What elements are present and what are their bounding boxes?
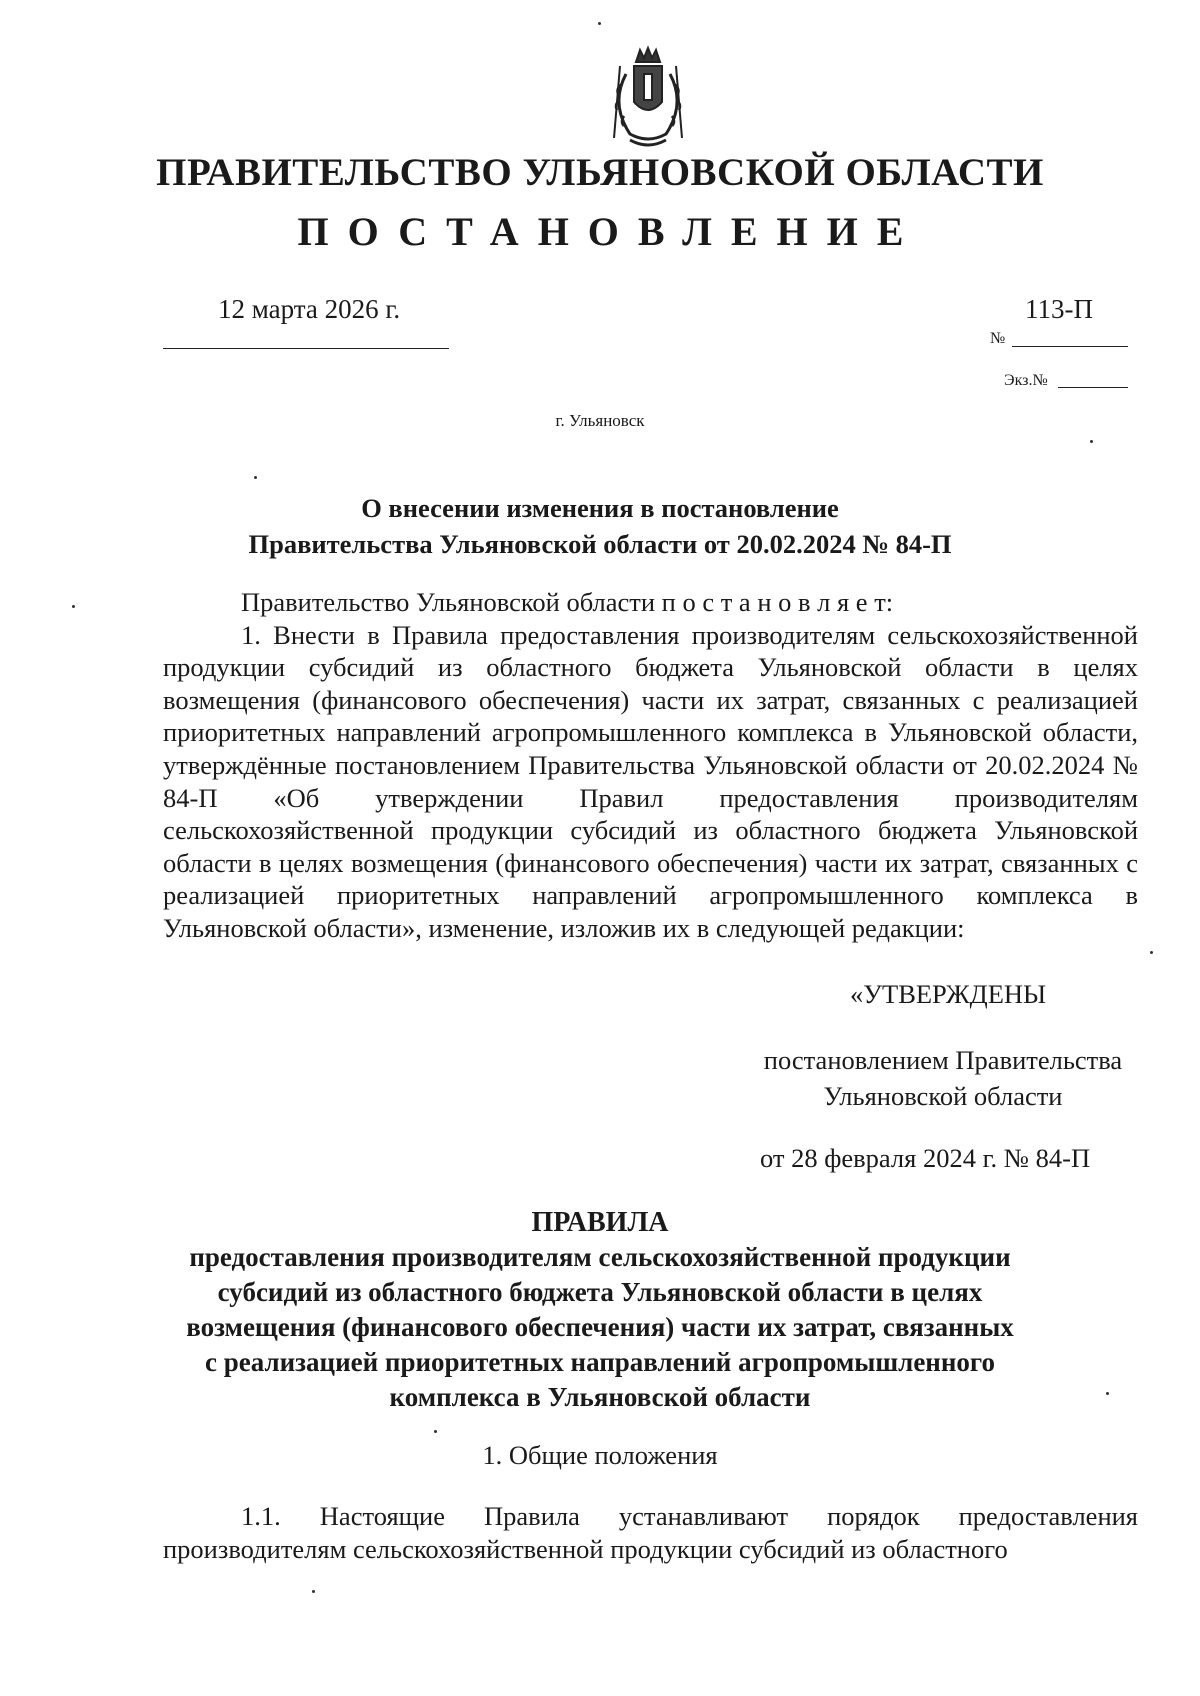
title-line-2: Правительства Ульяновской области от 20.02.2024 № 84-П	[248, 529, 952, 559]
rules-line-3: возмещения (финансового обеспечения) части их затрат, связанных	[186, 1312, 1014, 1342]
scan-speck	[312, 1590, 315, 1593]
rules-line-1: предоставления производителям сельскохозяйственной продукции	[189, 1242, 1011, 1272]
scan-speck	[254, 476, 257, 479]
rules-title	[0, 1205, 1200, 1415]
rules-line-2: субсидий из областного бюджета Ульяновской области в целях	[217, 1277, 983, 1307]
clause-1-1	[163, 1500, 1138, 1566]
body-text	[163, 586, 1138, 945]
scan-speck	[434, 1430, 437, 1433]
approved-stamp: «УТВЕРЖДЕНЫ	[850, 979, 1047, 1009]
scan-speck	[1150, 951, 1153, 954]
copy-number-underline	[1058, 387, 1128, 388]
rules-line-4: с реализацией приоритетных направлений агропромышленного	[204, 1347, 995, 1377]
date-underline	[163, 348, 449, 349]
government-name: ПРАВИТЕЛЬСТВО УЛЬЯНОВСКОЙ ОБЛАСТИ	[156, 151, 1044, 194]
document-date: 12 марта 2026 г.	[218, 294, 401, 324]
city: г. Ульяновск	[555, 411, 645, 430]
coat-of-arms-emblem	[600, 44, 696, 152]
scan-speck	[72, 605, 75, 608]
copy-number-label: Экз.№	[1004, 372, 1048, 389]
approved-by	[748, 1042, 1138, 1114]
clause-1-1-text: 1.1. Настоящие Правила устанавливают порядок предоставления производителям сельскохозяйственной продукции субсидий из областного	[163, 1501, 1138, 1564]
approved-by-line-2: Ульяновской области	[823, 1081, 1063, 1111]
approved-date: от 28 февраля 2024 г. № 84-П	[760, 1143, 1091, 1173]
scan-speck	[1090, 440, 1093, 443]
paragraph-1: 1. Внести в Правила предоставления производителям сельскохозяйственной продукции субсидий из областного бюджета Ульяновской области в целях возмещения (финансового обеспечения) части их затрат, связанных с реализацией приоритетных направлений агропромышленного комплекса в Ульяновской области, утверждённые постановлением Правительства Ульяновской области от 20.02.2024 № 84-П «Об утверждении Правил предоставления производителям сельскохозяйственной продукции субсидий из областного бюджета Ульяновской области в целях возмещения (финансового обеспечения) части их затрат, связанных с реализацией приоритетных направлений агропромышленного комплекса в Ульяновской области», изменение, изложив их в следующей редакции:	[163, 619, 1138, 943]
approved-by-line-1: постановлением Правительства	[763, 1045, 1123, 1075]
document-number: 113-П	[1025, 294, 1093, 324]
scan-speck	[1106, 1392, 1109, 1395]
section-heading: 1. Общие положения	[482, 1440, 718, 1470]
preamble: Правительство Ульяновской области п о с т а н о в л я е т:	[241, 587, 894, 617]
scan-speck	[598, 22, 601, 25]
rules-line-5: комплекса в Ульяновской области	[389, 1382, 811, 1412]
document-type: ПОСТАНОВЛЕНИЕ	[297, 209, 923, 254]
document-title	[0, 490, 1200, 562]
number-underline	[1012, 346, 1128, 347]
title-line-1: О внесении изменения в постановление	[361, 493, 839, 523]
number-label: №	[990, 330, 1006, 347]
rules-heading: ПРАВИЛА	[531, 1207, 669, 1238]
